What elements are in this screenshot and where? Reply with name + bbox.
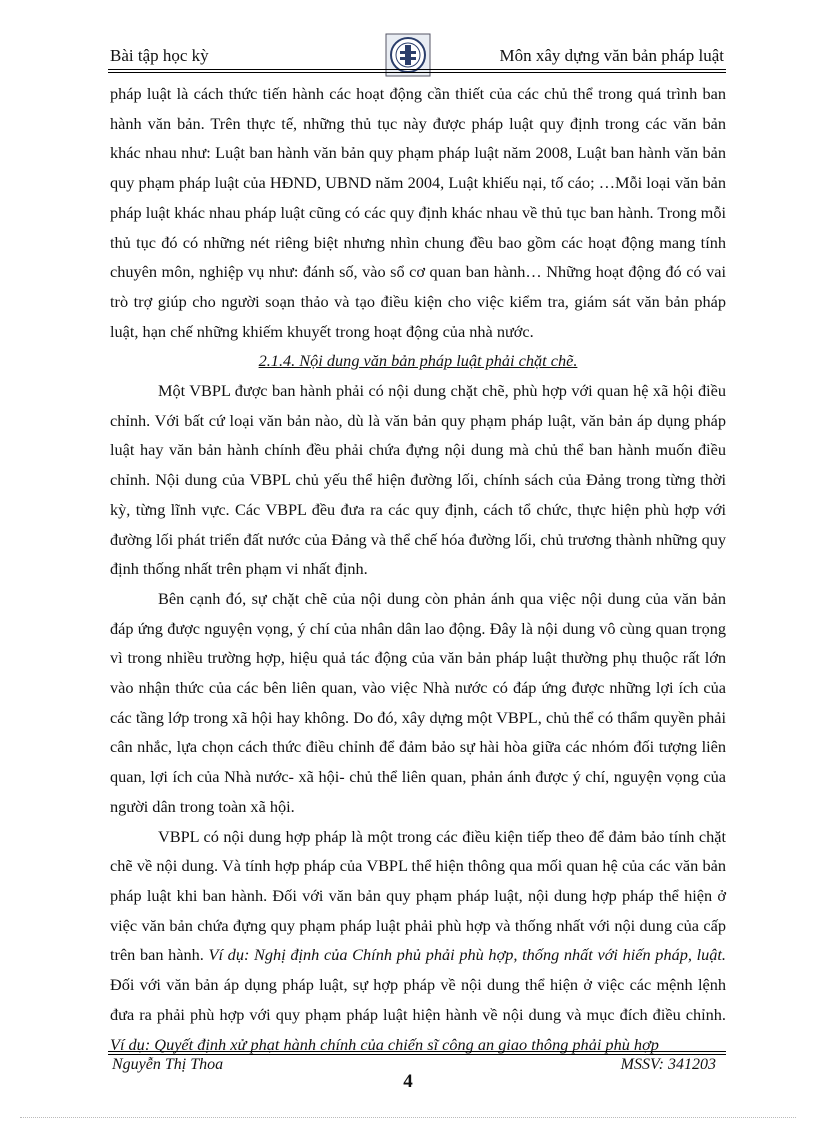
paragraph-procedures: pháp luật là cách thức tiến hành các hoạt động cần thiết của các chủ thể trong quá trình ban hành văn bản. Trên thực tế, những thủ tục này được pháp luật quy định trong các văn bản khác nhau như: Luật ban hành văn bản quy phạm pháp luật năm 2008, Luật ban hành văn bản quy phạm pháp luật của HĐND, UBND năm 2004, Luật khiếu nại, tố cáo; …Mỗi loại văn bản pháp luật khác nhau pháp luật cũng có các quy định khác nhau về thủ tục ban hành. Trong mỗi thủ tục đó có những nét riêng biệt nhưng nhìn chung đều bao gồm các hoạt động mang tính chuyên môn, nghiệp vụ như: đánh số, vào sổ cơ quan ban hành… Những hoạt động đó có vai trò trợ giúp cho người soạn thảo và tạo điều kiện cho việc kiểm tra, giám sát văn bản pháp luật, hạn chế những khiếm khuyết trong hoạt động của nhà nước. — [110, 84, 726, 341]
footer-rule — [108, 1051, 726, 1055]
legality-text-a: VBPL có nội dung hợp pháp là một trong các điều kiện tiếp theo để đảm bảo tính chặt chẽ về nội dung. Và tính hợp pháp của VBPL thể hiện thông qua mối quan hệ của các văn bản pháp luật khi ban hành. Đối với văn bản quy phạm pháp luật, nội dung hợp pháp thể hiện ở việc văn bản chứa đựng quy phạm pháp luật phải phù hợp và thống nhất với nội dung của cấp trên ban hành. — [110, 826, 726, 965]
paragraph-people-will: Bên cạnh đó, sự chặt chẽ của nội dung còn phản ánh qua việc nội dung của văn bản đáp ứng được nguyện vọng, ý chí của nhân dân lao động. Đây là nội dung vô cùng quan trọng vì trong nhiều trường hợp, hiệu quả tác động của văn bản pháp luật thường phụ thuộc rất lớn vào nhận thức của các bên liên quan, vào việc Nhà nước có đáp ứng được những lợi ích của các tầng lớp trong xã hội hay không. Do đó, xây dựng một VBPL, chủ thể có thẩm quyền phải cân nhắc, lựa chọn cách thức điều chỉnh để đảm bảo sự hài hòa giữa các nhóm đối tượng liên quan, lợi ích của Nhà nước- xã hội- chủ thể liên quan, phản ánh được ý chí, nguyện vọng của người dân trong toàn xã hội. — [110, 588, 726, 816]
section-heading: 2.1.4. Nội dung văn bản pháp luật phải chặt chẽ. — [258, 351, 578, 371]
header-course-type: Bài tập học kỳ — [110, 46, 209, 65]
page-number: 4 — [403, 1071, 413, 1092]
example-traffic-police: Ví dụ: Quyết định xử phạt hành chính của chiến sĩ công an giao thông phải phù hợp — [110, 1034, 659, 1054]
page-bottom-divider — [20, 1117, 796, 1118]
paragraph-legality — [110, 822, 726, 1060]
paragraph-content-strict: Một VBPL được ban hành phải có nội dung chặt chẽ, phù hợp với quan hệ xã hội điều chỉnh. Với bất cứ loại văn bản nào, dù là văn bản quy phạm pháp luật, văn bản áp dụng pháp luật hay văn bản hành chính đều phải chứa đựng nội dung mà chủ thể ban hành muốn điều chỉnh. Nội dung của VBPL chủ yếu thể hiện đường lối, chính sách của Đảng trong từng thời kỳ, từng lĩnh vực. Các VBPL đều đưa ra các quy định, cách tổ chức, thực hiện phù hợp với đường lối phát triển đất nước của Đảng và thể chế hóa đường lối, chủ trương thành những quy định thống nhất trên phạm vi nhất định. — [110, 381, 726, 579]
footer-author: Nguyễn Thị Thoa — [112, 1056, 224, 1073]
example-decree: Ví dụ: Nghị định của Chính phủ phải phù hợp, thống nhất với hiến pháp, luật. — [208, 945, 727, 965]
footer-student-id: MSSV: 341203 — [620, 1056, 716, 1073]
document-body — [110, 79, 726, 1059]
header-subject-title: Môn xây dựng văn bản pháp luật — [499, 46, 724, 65]
legality-text-c: Đối với văn bản áp dụng pháp luật, sự hợp pháp về nội dung thể hiện ở việc các mệnh lệnh đưa ra phải phù hợp với quy phạm pháp luật hiện hành về nội dung và mục đích điều chỉnh. — [110, 975, 726, 1024]
header-rule — [108, 69, 726, 73]
